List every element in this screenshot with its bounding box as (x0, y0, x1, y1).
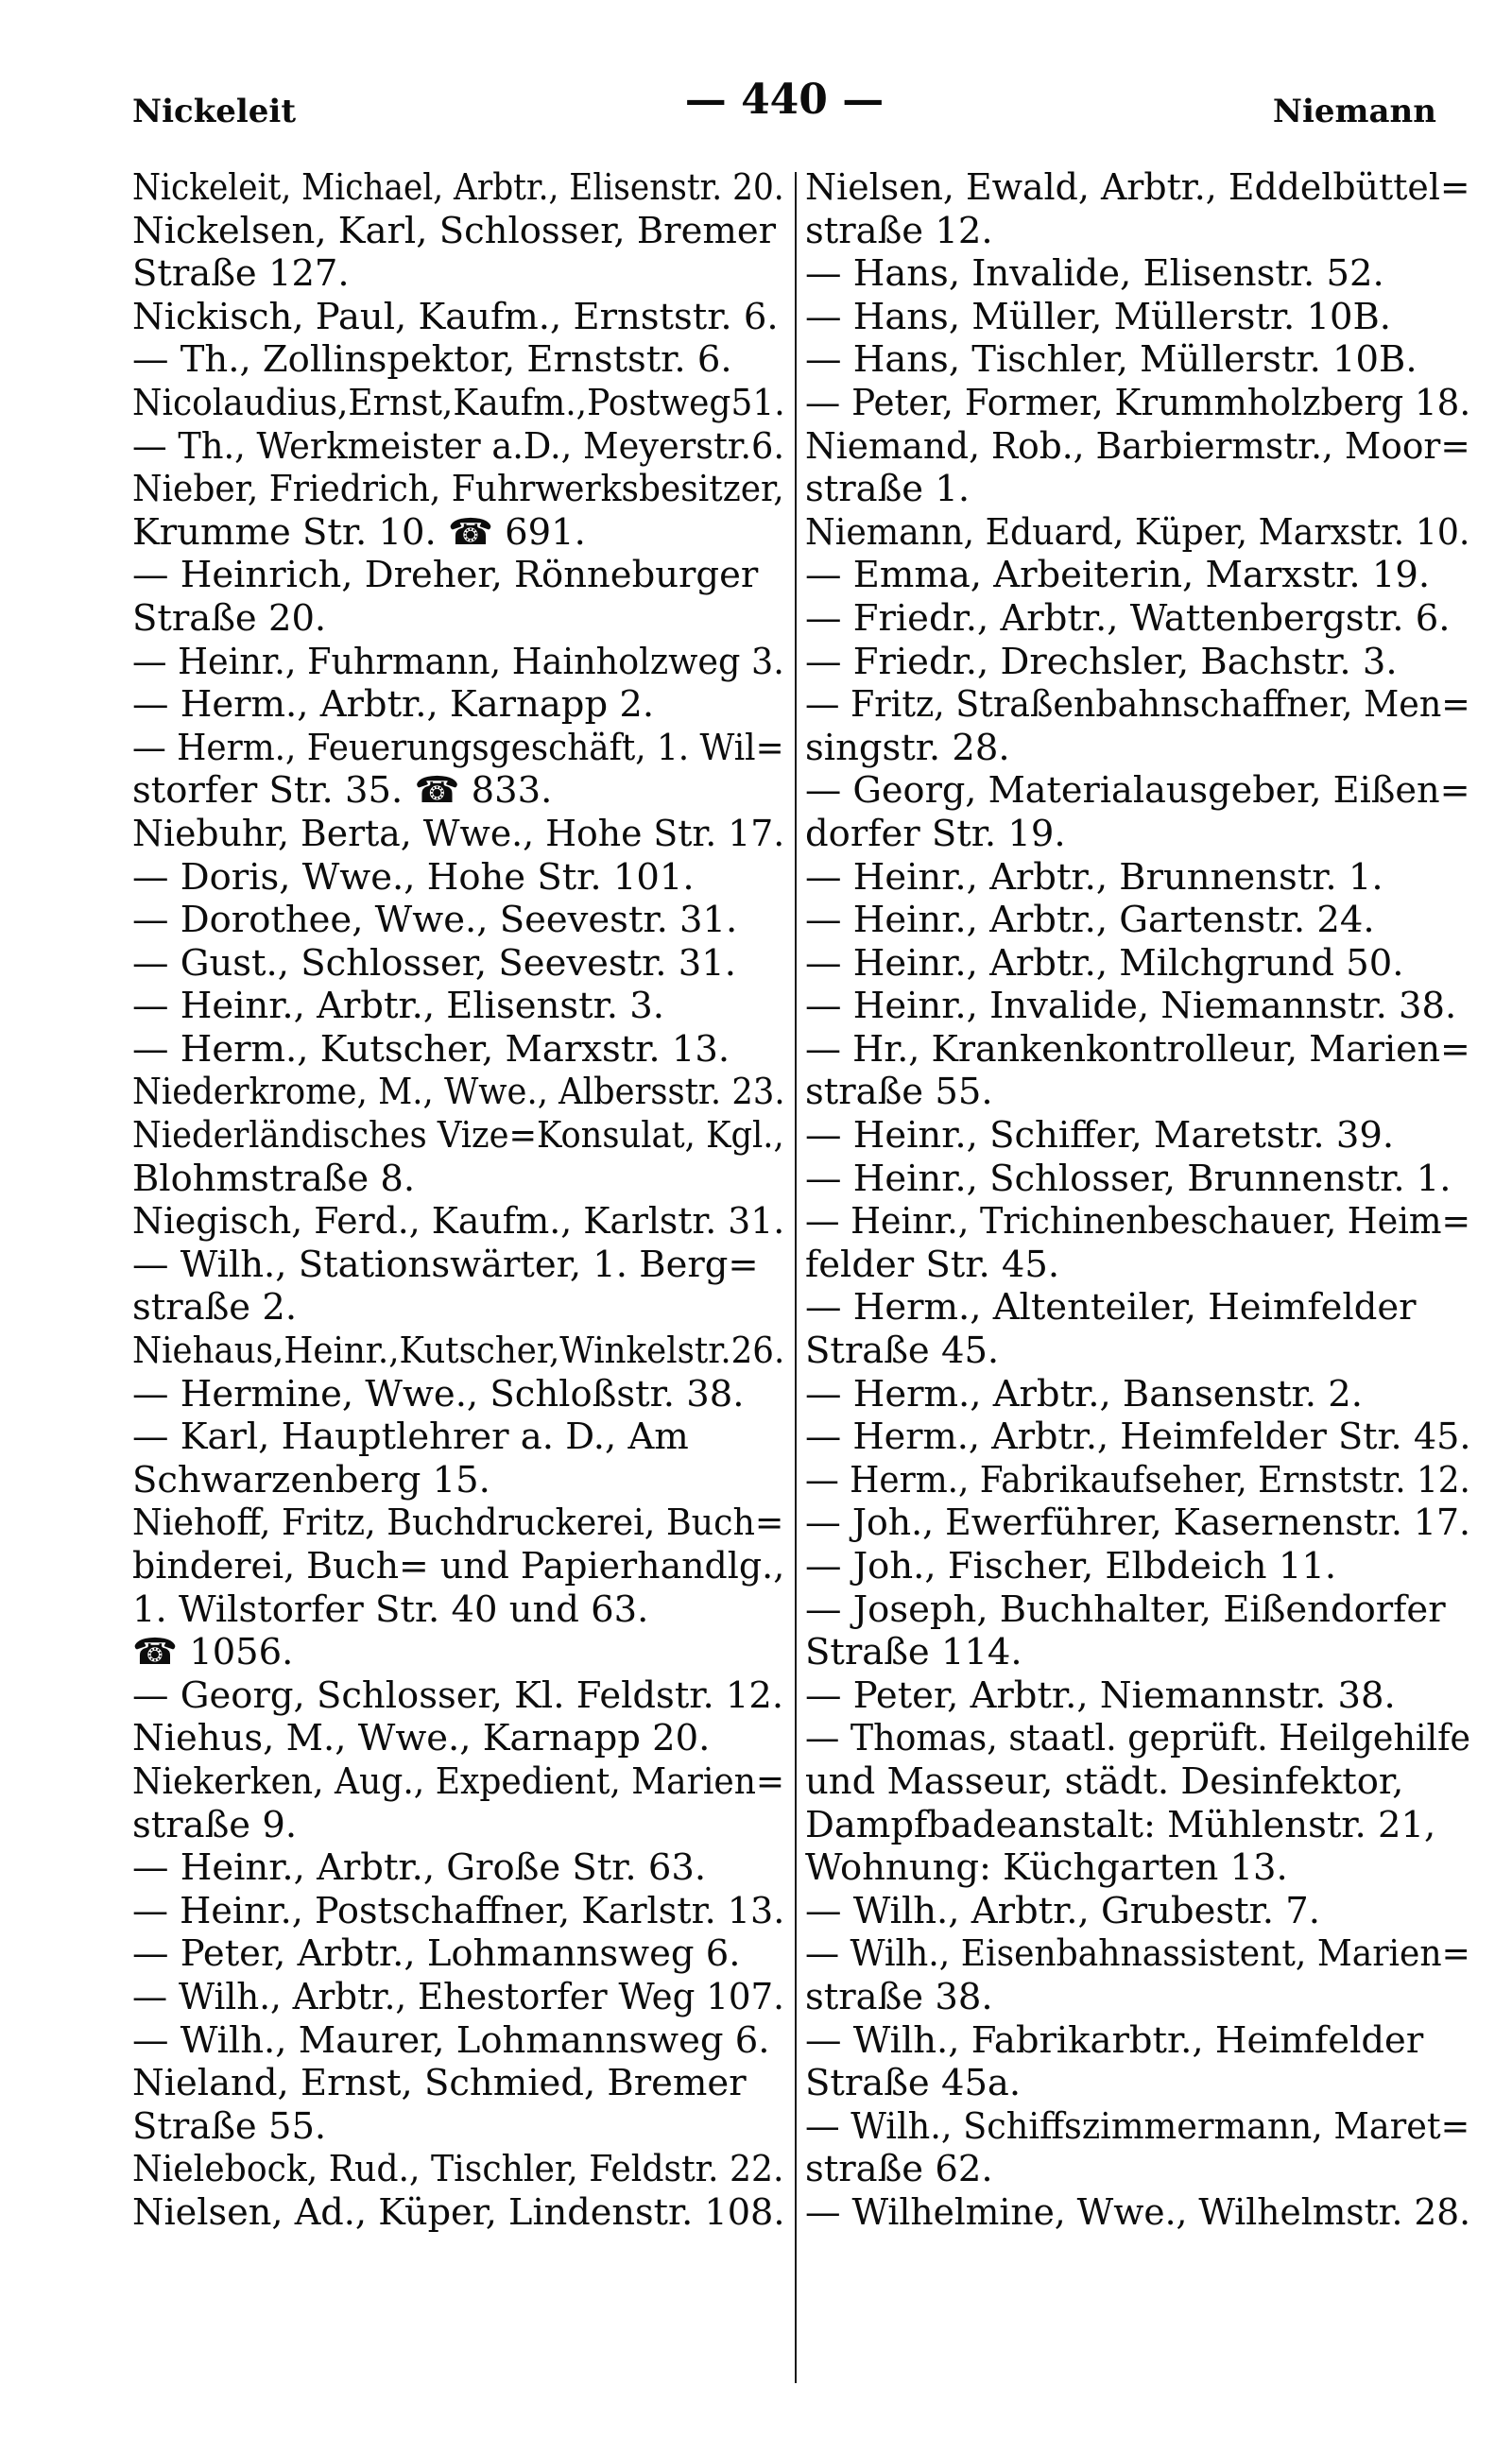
directory-line: Dampfbadeanstalt: Mühlenstr. 21, (805, 1803, 1436, 1846)
directory-line: Niehus, M., Wwe., Karnapp 20. (132, 1717, 711, 1760)
directory-line: — Georg, Schlosser, Kl. Feldstr. 12. (132, 1673, 784, 1717)
column-divider (795, 172, 797, 2383)
directory-line: — Heinr., Arbtr., Große Str. 63. (132, 1846, 707, 1890)
directory-line: — Herm., Arbtr., Heimfelder Str. 45. (805, 1416, 1471, 1459)
directory-line: Nickeleit, Michael, Arbtr., Elisenstr. 20. (132, 166, 784, 209)
directory-line: — Heinr., Invalide, Niemannstr. 38. (805, 985, 1457, 1028)
directory-line: binderei, Buch= und Papierhandlg., (132, 1545, 785, 1587)
directory-line: — Dorothee, Wwe., Seevestr. 31. (132, 899, 738, 942)
directory-line: — Heinr., Arbtr., Milchgrund 50. (805, 941, 1404, 985)
directory-line: Niehoff, Fritz, Buchdruckerei, Buch= (132, 1502, 784, 1545)
directory-line: — Wilh., Eisenbahnassistent, Marien= (805, 1932, 1470, 1976)
directory-line: Niederländisches Vize=Konsulat, Kgl., (132, 1114, 784, 1158)
directory-line: Nickelsen, Karl, Schlosser, Bremer (132, 209, 777, 252)
directory-line: dorfer Str. 19. (805, 812, 1066, 855)
directory-line: — Hans, Müller, Müllerstr. 10B. (805, 295, 1392, 338)
directory-line: straße 38. (805, 1975, 993, 2018)
directory-line: Straße 45. (805, 1330, 1000, 1373)
directory-line: — Wilh., Schiffszimmermann, Maret= (805, 2104, 1470, 2148)
directory-line: — Friedr., Arbtr., Wattenbergstr. 6. (805, 596, 1451, 640)
directory-line: — Joh., Ewerführer, Kasernenstr. 17. (805, 1502, 1471, 1545)
directory-line: — Doris, Wwe., Hohe Str. 101. (132, 855, 695, 899)
directory-line: — Gust., Schlosser, Seevestr. 31. (132, 941, 736, 985)
directory-line: und Masseur, städt. Desinfektor, (805, 1759, 1404, 1803)
directory-line: Nieber, Friedrich, Fuhrwerksbesitzer, (132, 468, 784, 511)
directory-line: — Herm., Arbtr., Karnapp 2. (132, 683, 655, 727)
directory-line: Niemand, Rob., Barbiermstr., Moor= (805, 424, 1470, 468)
directory-line: — Hans, Invalide, Elisenstr. 52. (805, 252, 1384, 296)
directory-line: — Th., Werkmeister a.D., Meyerstr.6. (132, 424, 785, 468)
directory-line: Niebuhr, Berta, Wwe., Hohe Str. 17. (132, 812, 785, 855)
directory-line: straße 12. (805, 209, 993, 252)
directory-line: straße 55. (805, 1071, 993, 1114)
directory-line: Straße 114. (805, 1631, 1022, 1674)
directory-line: — Joh., Fischer, Elbdeich 11. (805, 1545, 1337, 1587)
directory-line: — Heinr., Trichinenbeschauer, Heim= (805, 1200, 1471, 1244)
directory-line: — Georg, Materialausgeber, Eißen= (805, 769, 1470, 813)
directory-line: straße 9. (132, 1803, 298, 1846)
directory-line: — Herm., Kutscher, Marxstr. 13. (132, 1027, 730, 1071)
directory-line: Niehaus,Heinr.,Kutscher,Winkelstr.26. (132, 1330, 785, 1373)
directory-line: — Hr., Krankenkontrolleur, Marien= (805, 1027, 1470, 1071)
directory-line: — Peter, Arbtr., Lohmannsweg 6. (132, 1932, 741, 1976)
directory-line: Nielebock, Rud., Tischler, Feldstr. 22. (132, 2148, 784, 2191)
directory-line: — Thomas, staatl. geprüft. Heilgehilfe (805, 1717, 1471, 1760)
directory-line: Krumme Str. 10. ☎ 691. (132, 510, 586, 554)
directory-line: — Peter, Former, Krummholzberg 18. (805, 381, 1471, 424)
directory-line: Straße 45a. (805, 2062, 1022, 2105)
directory-line: felder Str. 45. (805, 1243, 1060, 1286)
directory-line: storfer Str. 35. ☎ 833. (132, 769, 553, 813)
directory-line: — Herm., Arbtr., Bansenstr. 2. (805, 1372, 1363, 1416)
directory-line: — Wilh., Fabrikarbtr., Heimfelder (805, 2018, 1424, 2062)
directory-line: — Heinr., Schiffer, Maretstr. 39. (805, 1114, 1395, 1158)
directory-line: — Wilh., Stationswärter, 1. Berg= (132, 1243, 759, 1286)
directory-line: Nielsen, Ewald, Arbtr., Eddelbüttel= (805, 166, 1470, 209)
directory-line: — Wilh., Arbtr., Grubestr. 7. (805, 1889, 1320, 1932)
directory-line: ☎ 1056. (132, 1631, 294, 1674)
directory-line: — Karl, Hauptlehrer a. D., Am (132, 1416, 689, 1459)
directory-line: — Wilh., Arbtr., Ehestorfer Weg 107. (132, 1975, 784, 2018)
directory-line: Niemann, Eduard, Küper, Marxstr. 10. (805, 510, 1470, 554)
directory-line: — Hans, Tischler, Müllerstr. 10B. (805, 338, 1418, 382)
directory-line: — Heinr., Arbtr., Gartenstr. 24. (805, 899, 1375, 942)
directory-line: — Herm., Fabrikaufseher, Ernststr. 12. (805, 1458, 1470, 1502)
directory-line: Nickisch, Paul, Kaufm., Ernststr. 6. (132, 295, 779, 338)
directory-line: — Heinr., Arbtr., Elisenstr. 3. (132, 985, 664, 1028)
directory-line: Nicolaudius,Ernst,Kaufm.,Postweg51. (132, 381, 785, 424)
directory-line: Blohmstraße 8. (132, 1157, 416, 1200)
directory-line: Niegisch, Ferd., Kaufm., Karlstr. 31. (132, 1200, 785, 1244)
left-column (132, 166, 784, 2235)
directory-line: — Herm., Altenteiler, Heimfelder (805, 1286, 1417, 1330)
right-column (805, 166, 1470, 2235)
directory-line: — Joseph, Buchhalter, Eißendorfer (805, 1587, 1446, 1631)
directory-line: — Wilh., Maurer, Lohmannsweg 6. (132, 2018, 770, 2062)
directory-line: Nieland, Ernst, Schmied, Bremer (132, 2062, 747, 2105)
directory-line: straße 1. (805, 468, 971, 511)
directory-line: Nielsen, Ad., Küper, Lindenstr. 108. (132, 2190, 785, 2234)
directory-line: straße 2. (132, 1286, 298, 1330)
directory-line: Straße 20. (132, 596, 327, 640)
directory-line: Straße 127. (132, 252, 350, 296)
directory-line: — Heinrich, Dreher, Rönneburger (132, 554, 759, 597)
directory-line: — Heinr., Fuhrmann, Hainholzweg 3. (132, 640, 784, 683)
directory-line: — Wilhelmine, Wwe., Wilhelmstr. 28. (805, 2190, 1471, 2234)
header-right-keyword: Niemann (1272, 93, 1436, 130)
directory-line: — Hermine, Wwe., Schloßstr. 38. (132, 1372, 745, 1416)
directory-line: — Th., Zollinspektor, Ernststr. 6. (132, 338, 732, 382)
directory-line: Schwarzenberg 15. (132, 1458, 490, 1502)
directory-line: singstr. 28. (805, 726, 1010, 769)
directory-line: Wohnung: Küchgarten 13. (805, 1846, 1288, 1890)
page-number: — 440 — (684, 76, 885, 124)
directory-line: — Emma, Arbeiterin, Marxstr. 19. (805, 554, 1431, 597)
directory-line: — Herm., Feuerungsgeschäft, 1. Wil= (132, 726, 784, 769)
directory-line: — Heinr., Postschaffner, Karlstr. 13. (132, 1889, 785, 1932)
directory-line: — Heinr., Arbtr., Brunnenstr. 1. (805, 855, 1383, 899)
directory-line: — Peter, Arbtr., Niemannstr. 38. (805, 1673, 1396, 1717)
directory-line: Niekerken, Aug., Expedient, Marien= (132, 1759, 785, 1803)
page-header (132, 76, 1436, 151)
header-left-keyword: Nickeleit (132, 93, 297, 130)
directory-line: — Fritz, Straßenbahnschaffner, Men= (805, 683, 1470, 727)
directory-line: straße 62. (805, 2148, 993, 2191)
directory-line: Niederkrome, M., Wwe., Albersstr. 23. (132, 1071, 785, 1114)
directory-line: 1. Wilstorfer Str. 40 und 63. (132, 1587, 649, 1631)
directory-line: — Heinr., Schlosser, Brunnenstr. 1. (805, 1157, 1452, 1200)
directory-line: — Friedr., Drechsler, Bachstr. 3. (805, 640, 1398, 683)
directory-line: Straße 55. (132, 2104, 327, 2148)
